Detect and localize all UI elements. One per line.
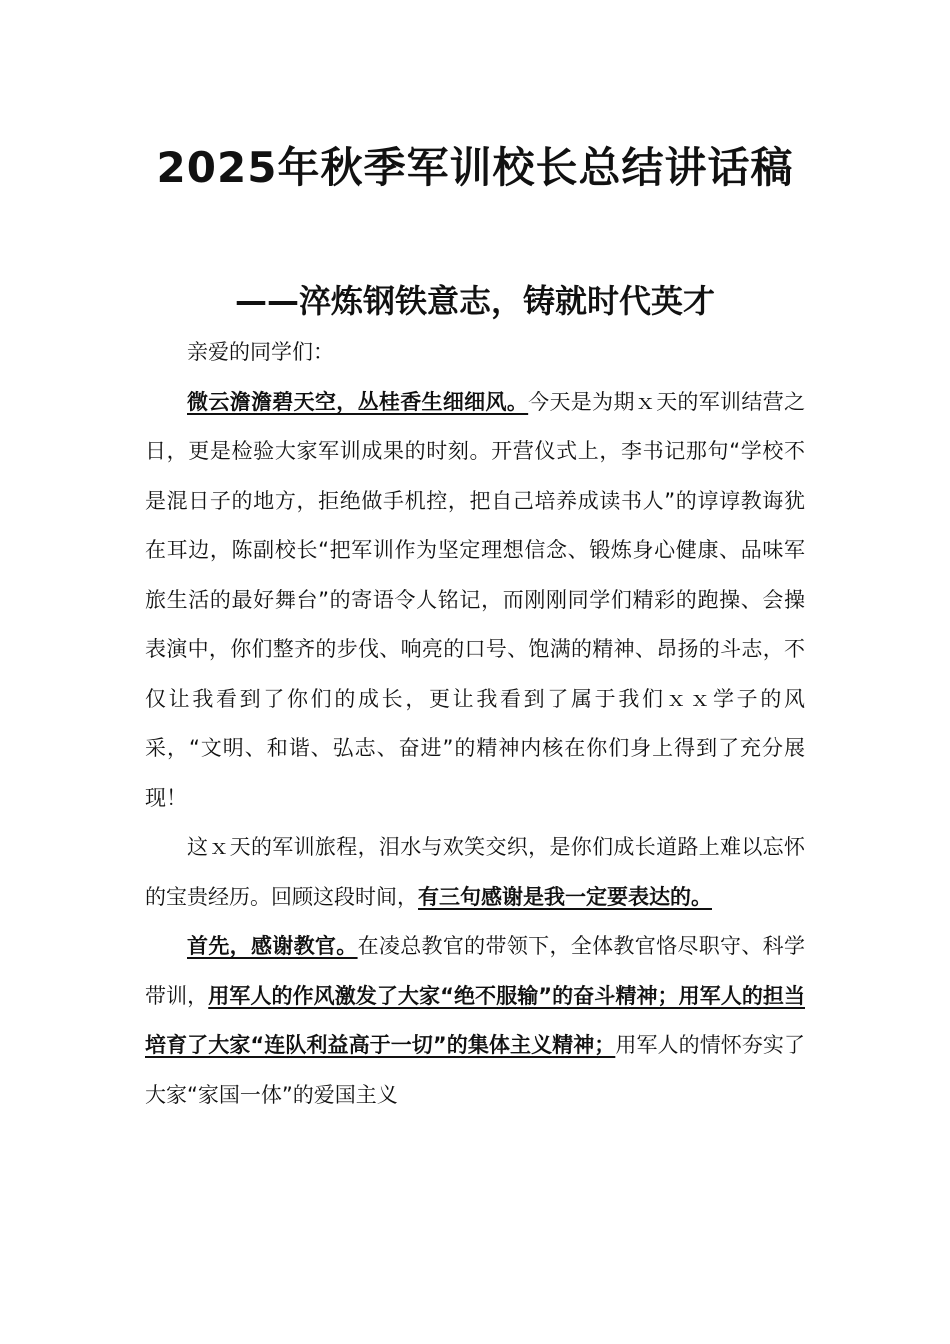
body-text: 在凌总教官的带领下，全体教官恪尽职守、科学带训，	[145, 934, 806, 1008]
paragraph-3	[145, 922, 805, 1120]
highlight-text: 首先，感谢教官。	[187, 934, 358, 958]
body-text: 用军人的情怀夯实了大家“家国一体”的爱国主义	[145, 1033, 806, 1107]
body-text: 这ｘ天的军训旅程，泪水与欢笑交织，是你们成长道路上难以忘怀的宝贵经历。回顾这段时间，	[145, 835, 805, 909]
paragraph-1	[145, 378, 805, 824]
highlight-text: 有三句感谢是我一定要表达的。	[418, 884, 712, 909]
highlight-text: 微云澹澹碧天空，丛桂香生细细风。	[187, 389, 529, 414]
body-text: 今天是为期ｘ天的军训结营之日，更是检验大家军训成果的时刻。开营仪式上，李书记那句“学校不是混日子的地方，拒绝做手机控，把自己培养成读书人”的谆谆教诲犹在耳边，陈副校长“把军训作为坚定理想信念、锻炼身心健康、品味军旅生活的最好舞台”的寄语令人铭记，而刚刚同学们精彩的跑操、会操表演中，你们整齐的步伐、响亮的口号、饱满的精神、昂扬的斗志，不仅让我看到了你们的成长，更让我看到了属于我们ｘｘ学子的风采，“文明、和谐、弘志、奋进”的精神内核在你们身上得到了充分展现！	[145, 389, 806, 810]
paragraph-2	[145, 823, 805, 922]
document-title: 2025年秋季军训校长总结讲话稿	[156, 143, 794, 192]
document-subtitle: ——淬炼钢铁意志，铸就时代英才	[234, 282, 715, 320]
highlight-text: 用军人的作风激发了大家“绝不服输”的奋斗精神；用军人的担当培育了大家“连队利益高于一切”的集体主义精神；	[145, 983, 805, 1057]
document-body	[145, 328, 805, 1120]
greeting: 亲爱的同学们：	[187, 340, 334, 364]
